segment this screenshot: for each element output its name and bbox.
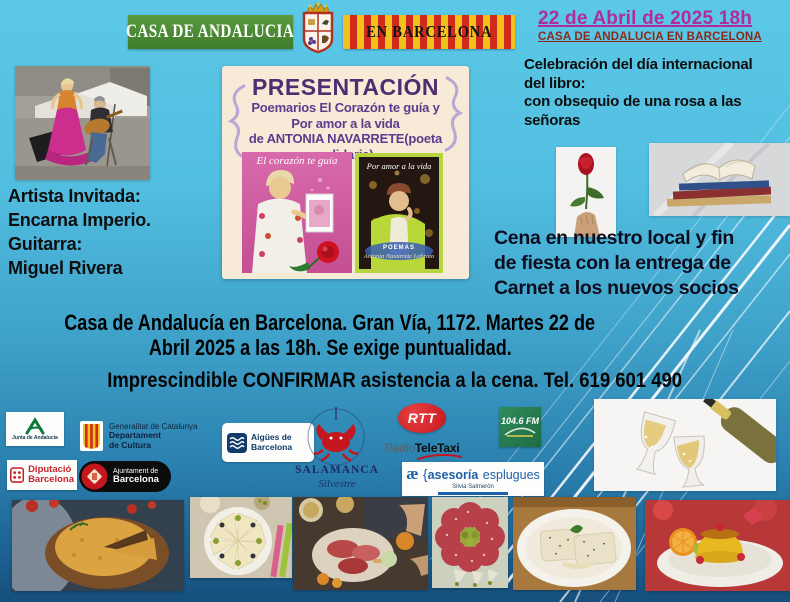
junta-label: Junta de Andalucía [12,435,58,441]
presentation-title: PRESENTACIÓN [251,74,440,100]
salamanca-label: SALAMANCA [295,464,379,476]
ajuntament-label-2: Barcelona [113,474,159,485]
asesoria-sub-label: Silvia Salmerón [438,484,508,495]
junta-a-icon [23,417,47,435]
asesoria-esplugues-logo: æ {asesoría esplugues Silvia Salmerón [402,462,544,496]
junta-andalucia-logo [6,412,64,446]
casa-andalucia-banner [110,2,520,54]
radio-teletaxi-logo [376,403,468,463]
artists-block [8,184,220,280]
diputacio-label-2: Barcelona [28,474,74,485]
book2-label: POEMAS [382,245,415,251]
ajuntament-barcelona-logo [79,461,171,492]
celebration-line: con obsequio de una rosa a las [524,93,742,110]
address-line-1: Casa de Andalucía en Barcelona. Gran Vía, 1172. Martes 22 de [64,310,596,335]
salamanca-crab-icon [301,406,371,468]
fm-swoosh-icon [503,426,537,438]
aigues-label: Aigües de [251,432,292,442]
presentation-panel [222,66,469,279]
ae-ligature: æ [406,463,419,483]
dinner-line: Cena en nuestro local y fin [494,227,735,249]
rose-photo [556,147,616,237]
food-photo-tortilla [12,500,184,591]
banner-en-barcelona-label: EN BARCELONA [365,22,493,41]
ajuntament-crest-icon [81,463,108,490]
fm-104-6-logo [499,407,541,447]
artists-line: Artista Invitada: [8,186,141,206]
celebration-line: señoras [524,111,581,129]
salamanca-sub-label: Silvestre [318,478,356,490]
subtitle-line: Poemarios El Corazón te guía y [251,100,440,115]
celebration-line: Celebración del día internacional [524,56,753,73]
cultura-label: de Cultura [109,439,152,450]
aigues-label-2: Barcelona [251,441,293,452]
book1-title: El corazón te guía [256,155,338,167]
banner-casa-label: CASA DE ANDALUCIA [126,21,295,42]
food-photo-flan [645,500,790,591]
event-date: 22 de Abril de 2025 18h [538,8,753,29]
food-photo-salami-flower [432,497,508,588]
celebration-line: del libro: [524,74,586,92]
generalitat-cultura-logo [80,417,218,455]
subtitle-line: Por amor a la vida [291,115,400,131]
aigues-waves-icon [227,433,247,453]
food-photo-charcuterie [293,497,428,590]
banner-green-band [128,15,293,49]
generalitat-label: Generalitat de Catalunya [109,421,198,431]
crest-icon [291,2,345,54]
champagne-photo [594,399,776,491]
open-books-photo [649,143,790,216]
artists-line: Encarna Imperio. [8,210,151,230]
rtt-label: RTT [407,410,437,426]
book-cover-por-amor-a-la-vida [355,153,443,273]
dinner-line: de fiesta con la entrega de [494,252,731,274]
artists-line: Guitarra: [8,234,83,254]
departament-label: Departament [109,430,161,441]
artists-line: Miguel Rivera [8,258,123,278]
senyera-shield-icon [80,421,103,451]
food-photo-fish [513,497,636,590]
ajuntament-label: Ajuntament de [113,468,159,475]
dinner-line: Carnet a los nuevos socios [494,277,739,299]
salamanca-silvestre-logo [291,406,383,494]
fm-label: 104.6 FM [500,416,540,426]
dinner-block [494,226,790,301]
book2-title: Por amor a la vida [366,161,432,171]
rtt-badge [398,403,446,433]
address-line-2: Abril 2025 a las 18h. Se exige puntualidad. [148,335,512,360]
diputacio-label: Diputació [28,463,72,475]
banner-senyera-band [343,15,515,49]
event-venue: CASA DE ANDALUCIA EN BARCELONA [538,31,762,43]
food-photo-cheese-platter [190,497,292,578]
subtitle-line: de ANTONIA NAVARRETE(poeta [248,131,443,146]
book-cover-el-corazon-te-guia [242,152,352,273]
diputacio-barcelona-logo [7,460,77,490]
book2-author: Antonia Navarrete Lebrato [363,253,435,260]
radio-teletaxi-wordmark: RadioTeleTaxi [384,441,460,455]
celebration-text [524,56,786,130]
flamenco-performance-photo [15,66,150,180]
diputacio-icon [10,465,24,485]
rtt-swash-icon [416,454,462,462]
confirm-attendance-line: Imprescindible CONFIRMAR asistencia a la cena. Tel. 619 601 490 [107,369,683,392]
